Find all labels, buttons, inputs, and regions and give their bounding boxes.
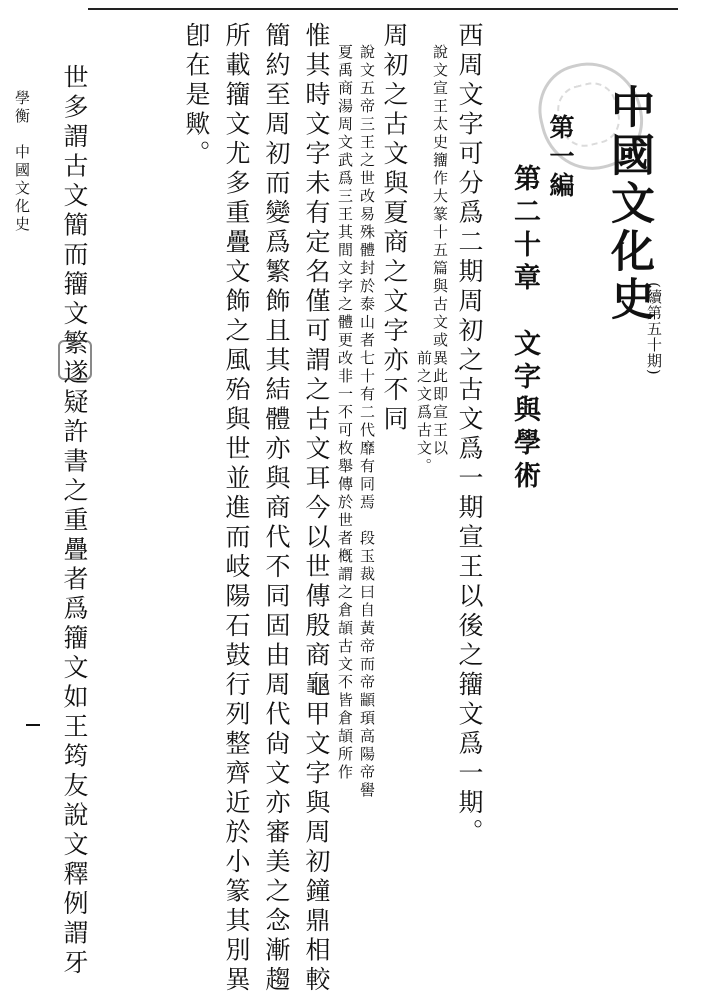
text-column-5: 所載籒文尤多重疊文飾之風殆與世並進而岐陽石鼓行列整齊近於小篆其別異	[222, 22, 251, 996]
top-rule-line	[88, 8, 678, 10]
annotation-column-1: 說文宣王太史籒作大篆十五篇與古文或異此即宣王以	[431, 44, 449, 458]
chapter-heading: 第二十章 文字與學術	[509, 164, 540, 494]
page-number	[26, 724, 40, 726]
annotation-column-3: 說文五帝三王之世改易殊體封於泰山者七十有二代靡有同焉 段玉裁曰自黃帝而帝顓頊高陽帝嚳	[358, 44, 376, 800]
text-column-3: 惟其時文字未有定名僅可謂之古文耳今以世傳殷商龜甲文字與周初鐘鼎相較	[302, 22, 331, 996]
part-heading: 第一編	[546, 114, 575, 201]
annotation-column-2: 前之文爲古文。	[415, 350, 433, 476]
annotation-column-4: 夏禹商湯周文武爲三王其間文字之體更改非一不可枚舉傳於世者槪謂之倉頡古文不皆倉頡所作	[336, 44, 354, 782]
text-column-1: 西周文字可分爲二期周初之古文爲一期宣王以後之籒文爲一期。	[455, 22, 484, 848]
correction-bracket-mark	[58, 340, 92, 380]
continued-note: (續第五十期)	[645, 282, 663, 376]
journal-running-head: 學衡 中國文化史	[13, 90, 31, 234]
text-column-2: 周初之古文與夏商之文字亦不同	[380, 22, 409, 435]
text-column-4: 簡約至周初而變爲繁飾且其結體亦與商代不同固由周代尙文亦審美之念漸趨	[262, 22, 291, 996]
text-column-6: 卽在是歟。	[182, 22, 211, 170]
text-column-7: 世多謂古文簡而籒文繁遂疑許書之重疊者爲籒文如王筠友說文釋例謂牙	[60, 64, 89, 979]
article-title: 中國文化史	[603, 84, 654, 324]
